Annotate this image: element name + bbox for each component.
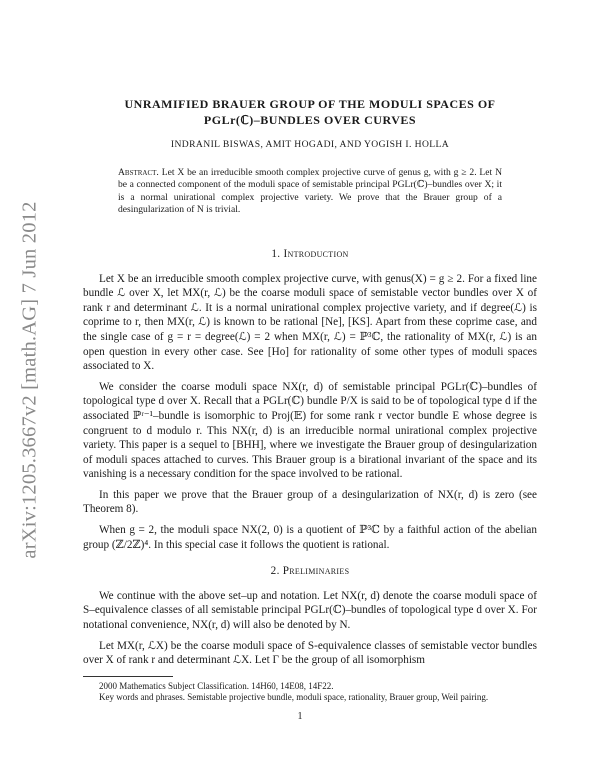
paragraph: Let X be an irreducible smooth complex projective curve, with genus(X) = g ≥ 2. For a fixed line bundle ℒ over X, let MX(r, ℒ) be the coarse moduli space of semistable vector bundles over X of rank r and determinant ℒ. It is a normal unirational complex projective variety, and if degree(ℒ) is coprime to r, then MX(r, ℒ) is known to be rational [Ne], [KS]. Apart from these coprime case, and the single case of g = r = degree(ℒ) = 2 when MX(r, ℒ) = ℙ³ℂ, the rationality of MX(r, ℒ) is an open question in every other case. See [Ho] for rationality of some other types of moduli spaces associated to X. [83,272,537,373]
title-line-1: UNRAMIFIED BRAUER GROUP OF THE MODULI SPACES OF [124,97,496,111]
title-line-2: PGLr(ℂ)–BUNDLES OVER CURVES [203,113,417,127]
paper-page [83,96,537,704]
paragraph: We consider the coarse moduli space NX(r, d) of semistable principal PGLr(ℂ)–bundles of topological type d over X. Recall that a PGLr(ℂ) bundle P/X is said to be of topological type d if the associated ℙʳ⁻¹–bundle is isomorphic to Proj(𝔼) for some rank r vector bundle E whose degree is congruent to d modulo r. This NX(r, d) is an irreducible normal unirational complex projective variety. This paper is a sequel to [BHH], where we investigate the Brauer group of desingularization of moduli spaces attached to curves. This Brauer group is a birational invariant of the space and its vanishing is a necessary condition for the space involved to be rational. [83,380,537,481]
abstract-text: Let X be an irreducible smooth complex projective curve of genus g, with g ≥ 2. Let N be a connected component of the moduli space of semistable principal PGLr(ℂ)–bundles over X; it is a normal unirational complex projective variety. We prove that the Brauer group of a desingularization of N is trivial. [118,166,502,216]
paragraph: When g = 2, the moduli space NX(2, 0) is a quotient of ℙ³ℂ by a faithful action of the abelian group (ℤ/2ℤ)⁴. In this special case it follows the quotient is rational. [83,524,537,551]
section-heading-preliminaries: 2. Preliminaries [270,565,350,578]
paragraph: Let MX(r, ℒX) be the coarse moduli space of S-equivalence classes of semistable vector bundles over X of rank r and determinant ℒX. Let Γ be the group of all isomorphism [83,639,537,667]
footnote-keywords: Key words and phrases. Semistable projective bundle, moduli space, rationality, Brauer group, Weil pairing. [99,692,489,703]
arxiv-id-label: arXiv:1205.3667v2 [math.AG] 7 Jun 2012 [18,201,41,559]
arxiv-sidebar-stamp [14,170,46,590]
abstract-label: Abstract. [118,166,159,178]
page-number: 1 [297,711,303,722]
paragraph: In this paper we prove that the Brauer group of a desingularization of NX(r, d) is zero (see Theorem 8). [83,488,537,516]
abstract [118,167,502,217]
footnote-msc: 2000 Mathematics Subject Classification. 14H60, 14E08, 14F22. [99,680,334,691]
footnote-divider [83,676,173,677]
paper-title [83,96,537,128]
author-list: INDRANIL BISWAS, AMIT HOGADI, AND YOGISH I. HOLLA [170,139,450,150]
paragraph: We continue with the above set–up and notation. Let NX(r, d) denote the coarse moduli space of S–equivalence classes of all semistable principal PGLr(ℂ)–bundles of topological type d over X. For notational convenience, NX(r, d) will also be denoted by N. [83,589,537,632]
section-heading-introduction: 1. Introduction [271,247,349,260]
